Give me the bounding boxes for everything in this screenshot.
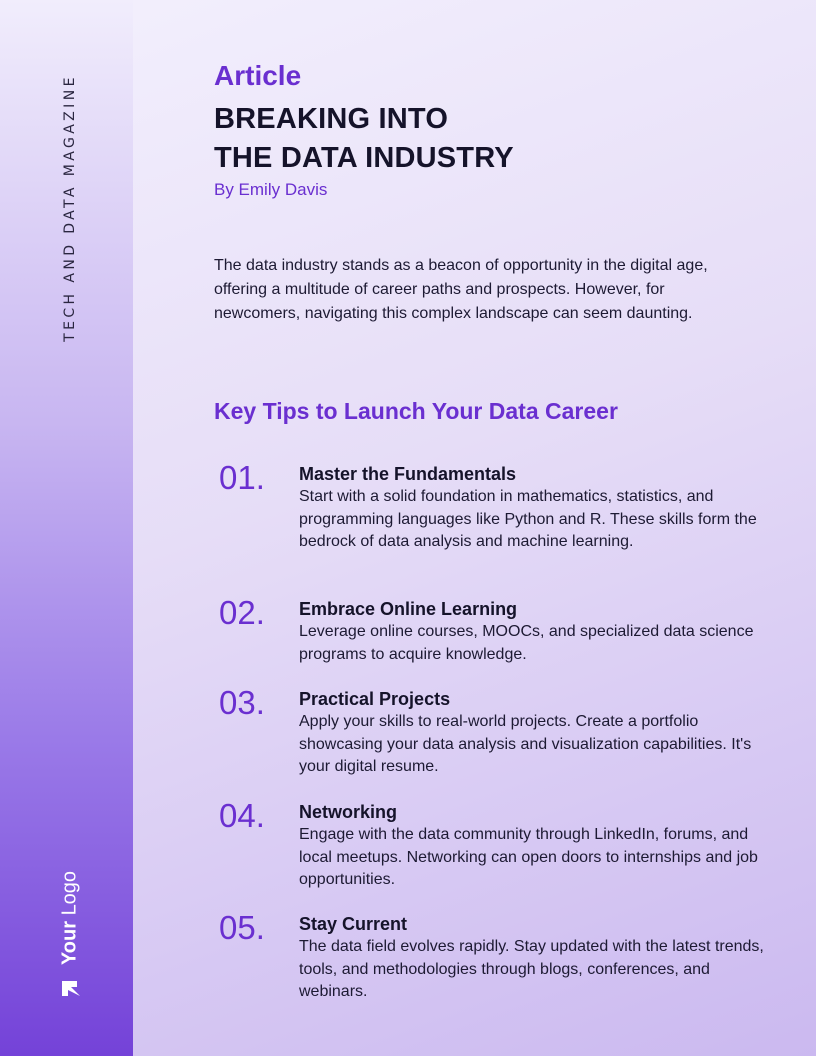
logo[interactable]	[48, 870, 92, 1010]
article-kicker: Article	[214, 60, 302, 91]
tip-number: 02.	[219, 594, 265, 631]
magazine-name: TECH AND DATA MAGAZINE	[62, 74, 78, 342]
tip-number: 05.	[219, 909, 265, 946]
tip-title: Practical Projects	[299, 689, 451, 709]
tip-title: Embrace Online Learning	[299, 599, 518, 619]
tip-body: Leverage online courses, MOOCs, and specialized data science programs to acquire knowledge.	[299, 623, 754, 663]
logo-text-bold: Your	[58, 920, 81, 966]
article-title-line-1: BREAKING INTO	[214, 103, 449, 135]
article-title-line-2: THE DATA INDUSTRY	[214, 142, 514, 174]
logo-text-light: Logo	[58, 870, 81, 921]
tips-heading: Key Tips to Launch Your Data Career	[214, 398, 618, 424]
tip-body: The data field evolves rapidly. Stay updated with the latest trends, tools, and methodologies through blogs, conferences, and webinars.	[299, 938, 764, 1000]
sidebar	[0, 0, 133, 1056]
tip-title: Stay Current	[299, 914, 408, 934]
arrow-up-right-icon	[58, 974, 84, 1000]
article-title	[214, 100, 514, 178]
tip-number: 01.	[219, 459, 265, 496]
tip-title: Master the Fundamentals	[299, 464, 517, 484]
tip-number: 04.	[219, 797, 265, 834]
logo-text	[59, 871, 82, 965]
tip-body: Start with a solid foundation in mathematics, statistics, and programming languages like Python and R. These skills form the bedrock of data analysis and machine learning.	[299, 488, 757, 550]
tip-title: Networking	[299, 802, 398, 822]
tip-number: 03.	[219, 684, 265, 721]
article-byline: By Emily Davis	[214, 180, 328, 199]
tip-body: Engage with the data community through LinkedIn, forums, and local meetups. Networking can open doors to internships and job opportunities.	[299, 826, 758, 888]
tip-body: Apply your skills to real-world projects. Create a portfolio showcasing your data analysis and visualization capabilities. It's your digital resume.	[299, 713, 752, 775]
article-intro: The data industry stands as a beacon of opportunity in the digital age, offering a multitude of career paths and prospects. However, for newcomers, navigating this complex landscape can seem daunting.	[214, 257, 708, 322]
